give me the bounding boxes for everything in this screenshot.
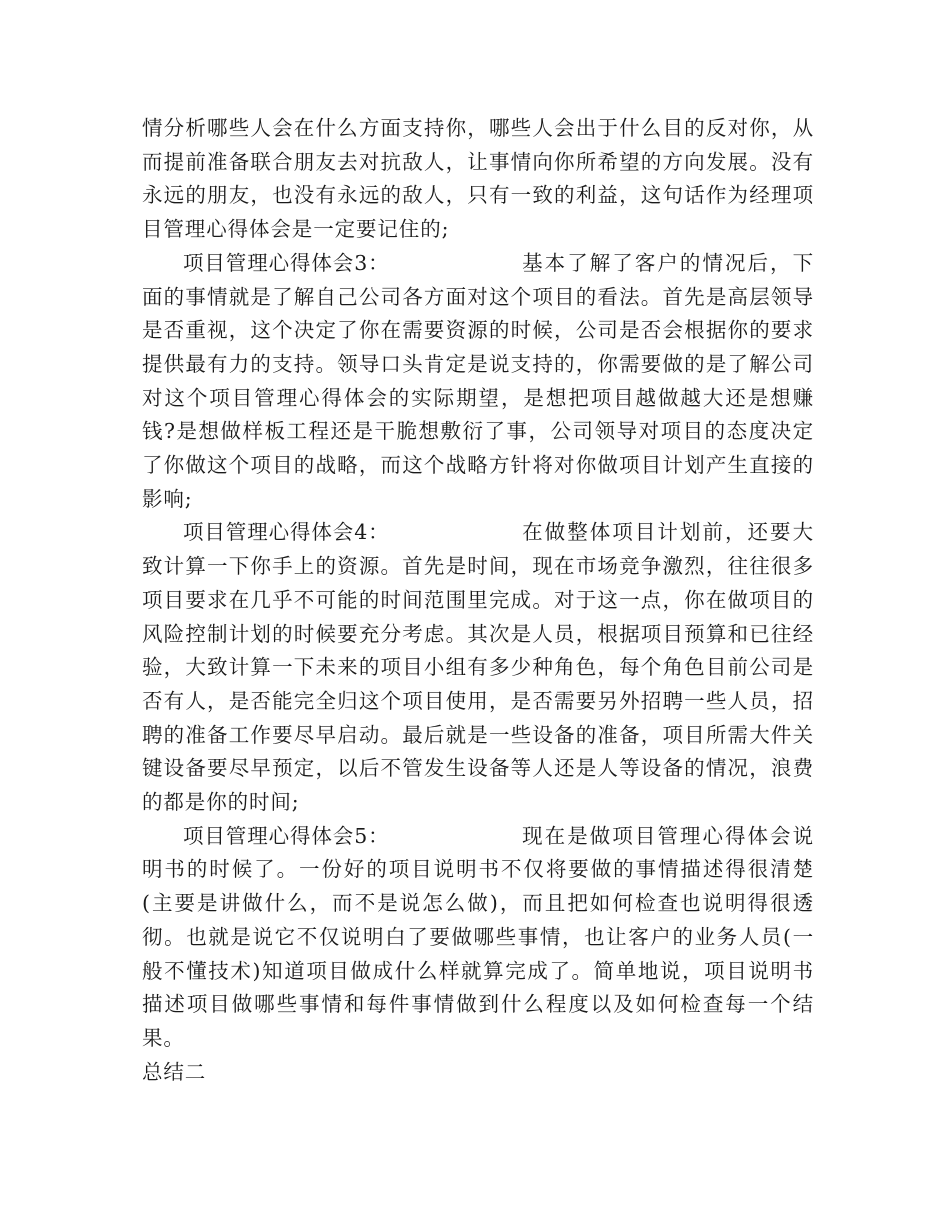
paragraph-section-3 bbox=[142, 247, 814, 517]
paragraph-text: 在做整体项目计划前，还要大致计算一下你手上的资源。首先是时间，现在市场竞争激烈，往往很多项目要求在几乎不可能的时间范围里完成。对于这一点，你在做项目的风险控制计划的时候要充分考虑。其次是人员，根据项目预算和已往经验，大致计算一下未来的项目小组有多少种角色，每个角色目前公司是否有人，是否能完全归这个项目使用，是否需要另外招聘一些人员，招聘的准备工作要尽早启动。最后就是一些设备的准备，项目所需大件关键设备要尽早预定，以后不管发生设备等人还是人等设备的情况，浪费的都是你的时间; bbox=[142, 520, 814, 815]
closing-heading: 总结二 bbox=[142, 1059, 207, 1084]
section-heading: 项目管理心得体会3： bbox=[183, 250, 390, 275]
paragraph-text: 情分析哪些人会在什么方面支持你，哪些人会出于什么目的反对你，从而提前准备联合朋友去对抗敌人，让事情向你所希望的方向发展。没有永远的朋友，也没有永远的敌人，只有一致的利益，这句话作为经理项目管理心得体会是一定要记住的; bbox=[142, 116, 814, 242]
document-page bbox=[142, 112, 814, 1089]
section-heading: 项目管理心得体会5： bbox=[183, 823, 390, 848]
paragraph-text: 现在是做项目管理心得体会说明书的时候了。一份好的项目说明书不仅将要做的事情描述得很清楚(主要是讲做什么，而不是说怎么做)，而且把如何检查也说明得很透彻。也就是说它不仅说明白了要做哪些事情，也让客户的业务人员(一般不懂技术)知道项目做成什么样就算完成了。简单地说，项目说明书描述项目做哪些事情和每件事情做到什么程度以及如何检查每一个结果。 bbox=[142, 823, 814, 1050]
paragraph-text: 基本了解了客户的情况后，下面的事情就是了解自己公司各方面对这个项目的看法。首先是高层领导是否重视，这个决定了你在需要资源的时候，公司是否会根据你的要求提供最有力的支持。领导口头肯定是说支持的，你需要做的是了解公司对这个项目管理心得体会的实际期望，是想把项目越做越大还是想赚钱?是想做样板工程还是干脆想敷衍了事，公司领导对项目的态度决定了你做这个项目的战略，而这个战略方针将对你做项目计划产生直接的影响; bbox=[142, 250, 814, 511]
paragraph-continued bbox=[142, 112, 814, 247]
paragraph-section-4 bbox=[142, 516, 814, 819]
paragraph-section-5 bbox=[142, 820, 814, 1056]
section-heading: 项目管理心得体会4： bbox=[183, 520, 390, 545]
